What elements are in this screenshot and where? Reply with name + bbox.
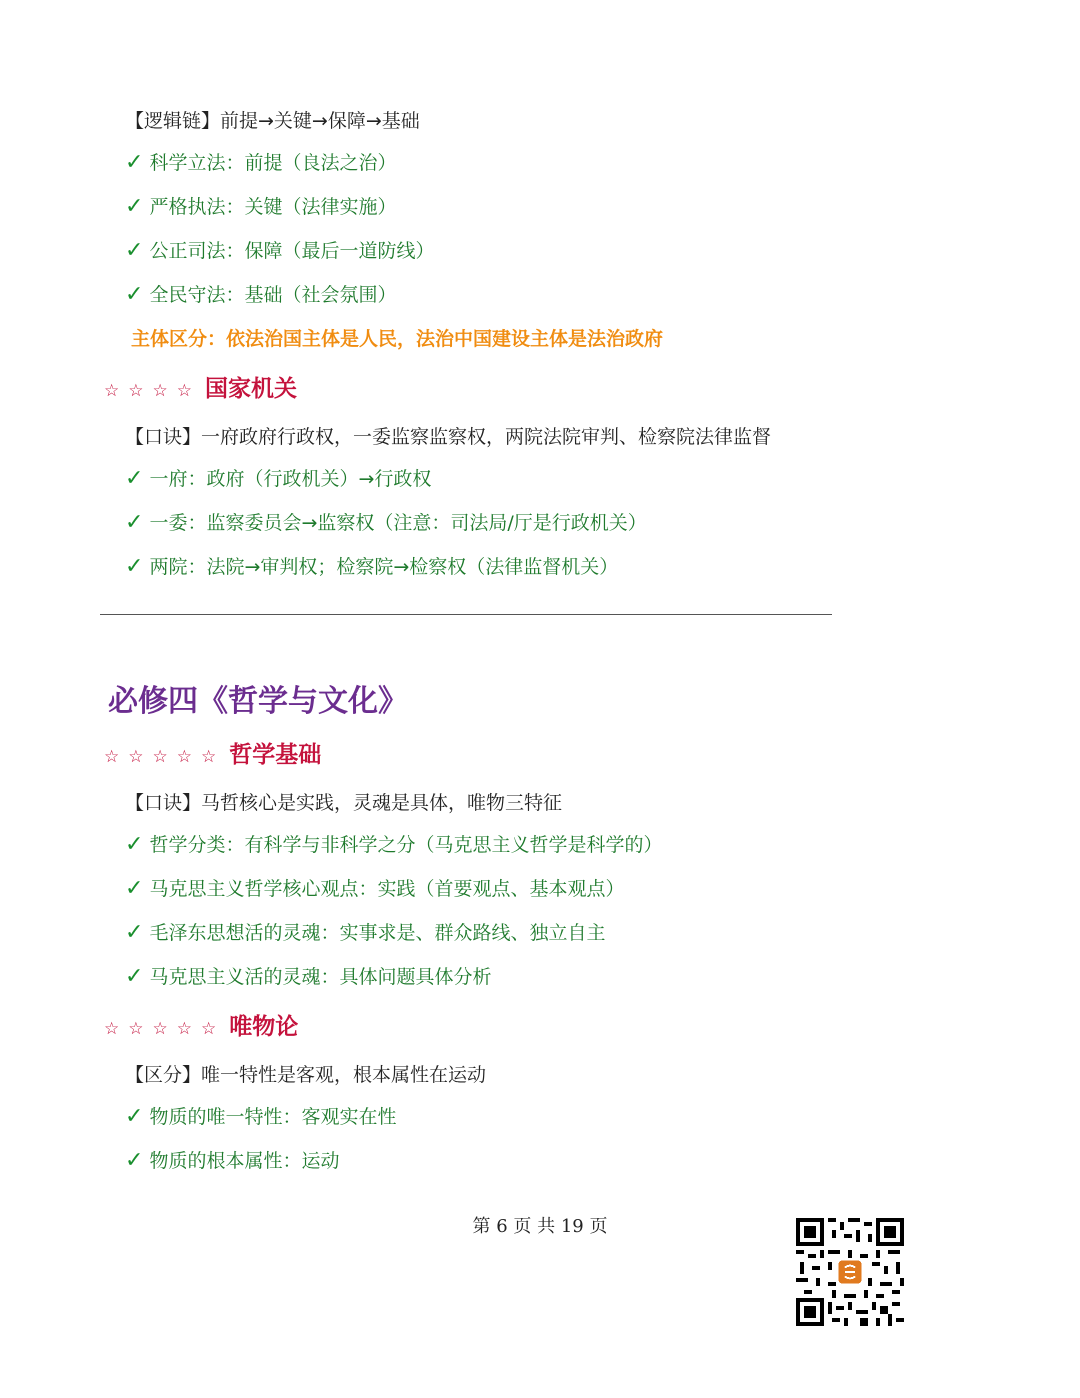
list-item [125, 236, 434, 263]
mnemonic-heading: 【口诀】马哲核心是实践，灵魂是具体，唯物三特征 [125, 792, 563, 814]
subject-note: 主体区分：依法治国主体是人民，法治中国建设主体是法治政府 [131, 328, 664, 350]
list-item-text: 一府：政府（行政机关）→行政权 [149, 468, 432, 490]
list-item [125, 1102, 396, 1129]
section-title: 哲学基础 [229, 742, 322, 768]
list-item-text: 两院：法院→审判权；检察院→检察权（法律监督机关） [149, 556, 619, 578]
list-item-text: 马克思主义活的灵魂：具体问题具体分析 [149, 966, 492, 988]
check-icon: ✓ [125, 920, 144, 945]
check-icon: ✓ [125, 282, 144, 307]
qr-code-icon [796, 1218, 904, 1326]
list-item [125, 552, 618, 579]
list-item-text: 物质的唯一特性：客观实在性 [149, 1106, 397, 1128]
list-item-text: 科学立法：前提（良法之治） [149, 152, 397, 174]
list-item-text: 全民守法：基础（社会氛围） [149, 284, 397, 306]
list-item [125, 962, 491, 989]
list-item-text: 马克思主义哲学核心观点：实践（首要观点、基本观点） [149, 878, 625, 900]
list-item-text: 哲学分类：有科学与非科学之分（马克思主义哲学是科学的） [149, 834, 663, 856]
distinction-heading: 【区分】唯一特性是客观，根本属性在运动 [125, 1064, 487, 1086]
section-title: 国家机关 [204, 376, 297, 402]
check-icon: ✓ [125, 194, 144, 219]
star-icon: ☆☆☆☆ [104, 381, 201, 401]
star-icon: ☆☆☆☆☆ [104, 747, 226, 767]
check-icon: ✓ [125, 876, 144, 901]
list-item-text: 一委：监察委员会→监察权（注意：司法局/厅是行政机关） [149, 512, 647, 534]
check-icon: ✓ [125, 466, 144, 491]
check-icon: ✓ [125, 510, 144, 535]
star-icon: ☆☆☆☆☆ [104, 1019, 226, 1039]
chapter-title: 必修四《哲学与文化》 [108, 684, 408, 719]
check-icon: ✓ [125, 1148, 144, 1173]
list-item [125, 148, 396, 175]
check-icon: ✓ [125, 554, 144, 579]
check-icon: ✓ [125, 1104, 144, 1129]
list-item [125, 830, 662, 857]
list-item [125, 1146, 339, 1173]
check-icon: ✓ [125, 964, 144, 989]
logic-chain-heading: 【逻辑链】前提→关键→保障→基础 [125, 110, 420, 132]
list-item-text: 毛泽东思想活的灵魂：实事求是、群众路线、独立自主 [149, 922, 606, 944]
list-item-text: 严格执法：关键（法律实施） [149, 196, 397, 218]
check-icon: ✓ [125, 832, 144, 857]
list-item [125, 508, 647, 535]
list-item [125, 280, 396, 307]
list-item [125, 192, 396, 219]
section-header-materialism [104, 1008, 298, 1041]
list-item [125, 918, 605, 945]
list-item-text: 公正司法：保障（最后一道防线） [149, 240, 435, 262]
list-item-text: 物质的根本属性：运动 [149, 1150, 340, 1172]
check-icon: ✓ [125, 238, 144, 263]
list-item [125, 874, 624, 901]
section-header-state-organs [104, 370, 297, 403]
page-number: 第 6 页 共 19 页 [472, 1216, 608, 1237]
section-title: 唯物论 [229, 1014, 299, 1040]
list-item [125, 464, 431, 491]
divider [100, 614, 832, 615]
check-icon: ✓ [125, 150, 144, 175]
section-header-philosophy-basics [104, 736, 321, 769]
mnemonic-heading: 【口诀】一府政府行政权，一委监察监察权，两院法院审判、检察院法律监督 [125, 426, 772, 448]
